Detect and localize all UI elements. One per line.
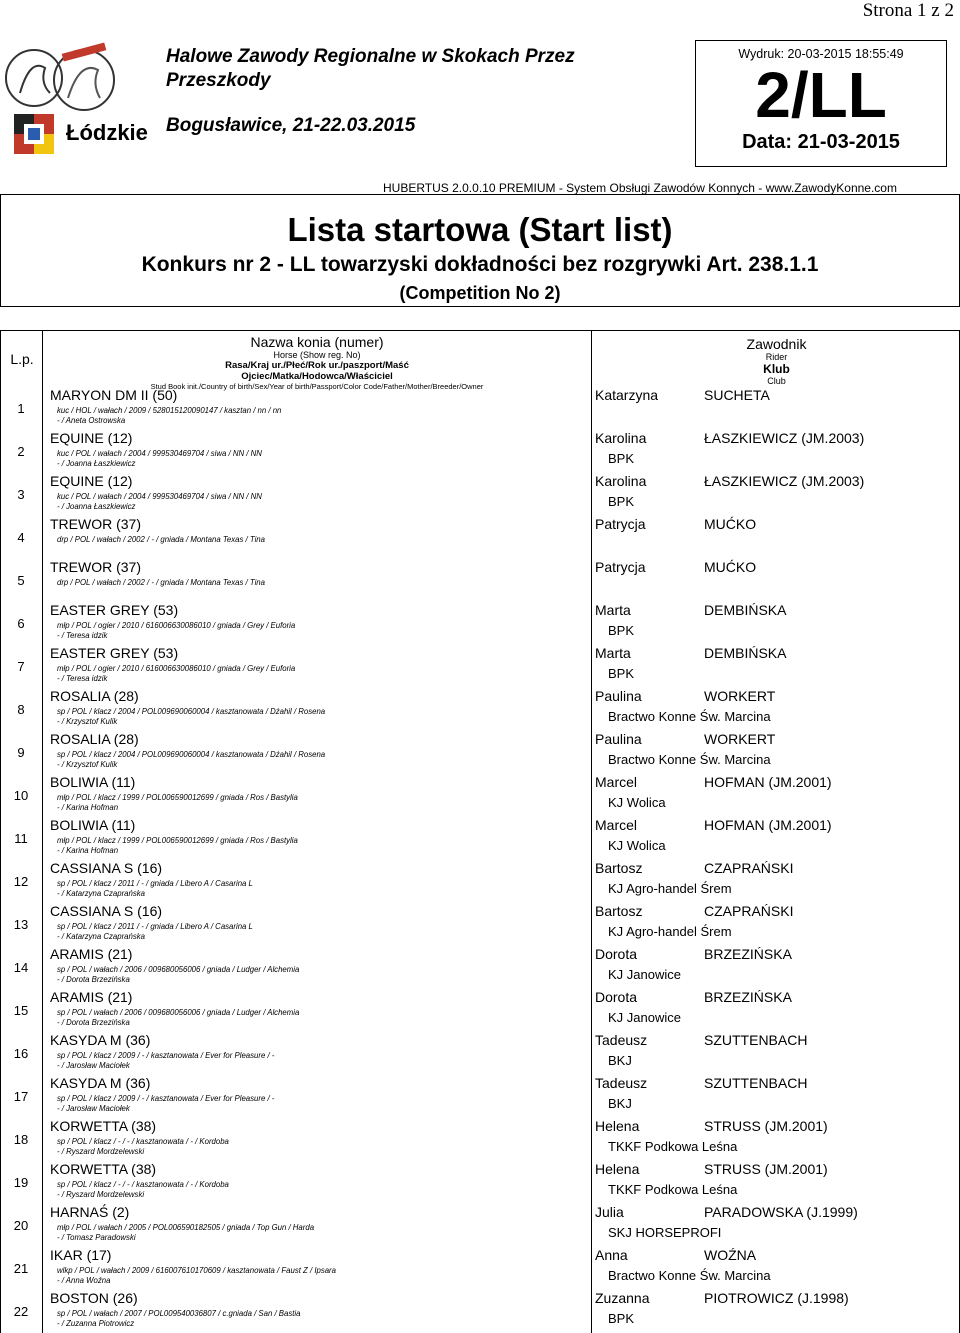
entry-number: 22 (13, 1304, 29, 1319)
horse-name: BOSTON (26) (50, 1290, 138, 1306)
horse-details: sp / POL / klacz / - / - / kasztanowata / - / Kordoba (57, 1137, 229, 1146)
horse-name: ROSALIA (28) (50, 688, 139, 704)
horse-details: sp / POL / klacz / 2011 / - / gniada / Libero A / Casarina L (57, 922, 253, 931)
rider-last-name: CZAPRAŃSKI (704, 903, 794, 919)
federation-logo (0, 38, 150, 118)
rider-last-name: STRUSS (JM.2001) (704, 1118, 828, 1134)
horse-name: CASSIANA S (16) (50, 903, 163, 919)
table-row (0, 860, 960, 903)
horse-owner: - / Joanna Łaszkiewicz (57, 459, 136, 468)
table-row (0, 817, 960, 860)
club-header: Klub (763, 362, 790, 376)
rider-first-name: Patrycja (595, 559, 646, 575)
rider-first-name: Karolina (595, 430, 647, 446)
page-title: Lista startowa (Start list) (287, 211, 673, 248)
entry-number: 17 (13, 1089, 29, 1104)
entry-number: 4 (17, 530, 25, 545)
horse-name: TREWOR (37) (50, 559, 141, 575)
rider-last-name: STRUSS (JM.2001) (704, 1161, 828, 1177)
system-credit: HUBERTUS 2.0.0.10 PREMIUM - System Obsługi Zawodów Konnych - www.ZawodyKonne.com (383, 181, 897, 195)
rider-first-name: Bartosz (595, 903, 643, 919)
horse-owner: - / Jarosław Maciołek (57, 1104, 130, 1113)
competition-date: Data: 21-03-2015 (742, 131, 900, 153)
horse-owner: - / Tomasz Paradowski (57, 1233, 136, 1242)
horse-owner: - / Jarosław Maciołek (57, 1061, 130, 1070)
entry-number: 3 (17, 487, 25, 502)
horse-name: EQUINE (12) (50, 430, 133, 446)
horse-name: BOLIWIA (11) (50, 774, 136, 790)
horse-header (43, 331, 591, 391)
rider-first-name: Marta (595, 602, 631, 618)
rider-last-name: ŁASZKIEWICZ (JM.2003) (704, 473, 865, 489)
rider-last-name: ŁASZKIEWICZ (JM.2003) (704, 430, 865, 446)
club-header-en: Club (767, 376, 786, 386)
rider-last-name: DEMBIŃSKA (704, 645, 787, 661)
rider-club: KJ Wolica (608, 795, 666, 810)
rider-last-name: SZUTTENBACH (704, 1075, 808, 1091)
entry-number: 15 (13, 1003, 29, 1018)
lp-header: L.p. (10, 351, 34, 367)
table-row (0, 387, 960, 430)
horse-owner: - / Katarzyna Czaprańska (57, 889, 145, 898)
horse-name: HARNAŚ (2) (50, 1204, 130, 1220)
horse-owner: - / Dorota Brzezińska (57, 1018, 130, 1027)
rider-first-name: Tadeusz (595, 1075, 648, 1091)
table-row (0, 516, 960, 559)
horse-owner: - / Krzysztof Kulik (57, 760, 118, 769)
entry-number: 5 (17, 573, 25, 588)
horse-owner: - / Aneta Ostrowska (57, 416, 126, 425)
entry-number: 8 (17, 702, 25, 717)
horse-name: EQUINE (12) (50, 473, 133, 489)
rider-first-name: Dorota (595, 946, 638, 962)
entry-number: 20 (13, 1218, 29, 1233)
horse-name: BOLIWIA (11) (50, 817, 136, 833)
horse-details: młp / POL / klacz / 1999 / POL006590012699 / gniada / Ros / Bastylia (57, 793, 298, 802)
horse-name: ARAMIS (21) (50, 989, 133, 1005)
rider-club: KJ Agro-handel Śrem (608, 881, 732, 896)
table-row (0, 1118, 960, 1161)
rider-first-name: Katarzyna (595, 387, 659, 403)
horse-details: sp / POL / klacz / - / - / kasztanowata / - / Kordoba (57, 1180, 229, 1189)
entry-number: 2 (17, 444, 25, 459)
table-row (0, 473, 960, 516)
entry-number: 14 (13, 960, 29, 975)
horse-details: wlkp / POL / wałach / 2009 / 616007610170609 / kasztanowata / Faust Z / Ipsara (57, 1266, 336, 1275)
rider-club: KJ Janowice (608, 967, 681, 982)
entry-number: 6 (17, 616, 25, 631)
horse-owner: - / Ryszard Mordzelewski (57, 1147, 145, 1156)
rider-last-name: BRZEZIŃSKA (704, 946, 792, 962)
horse-details: kuc / POL / wałach / 2004 / 999530469704 / siwa / NN / NN (57, 492, 262, 501)
horse-name: ARAMIS (21) (50, 946, 133, 962)
rider-first-name: Marta (595, 645, 631, 661)
rider-club: TKKF Podkowa Leśna (608, 1139, 738, 1154)
print-info-box (695, 40, 947, 167)
rider-first-name: Helena (595, 1118, 640, 1134)
entry-number: 9 (17, 745, 25, 760)
rider-last-name: DEMBIŃSKA (704, 602, 787, 618)
horse-details: młp / POL / ogier / 2010 / 616006630086010 / gniada / Grey / Euforia (57, 621, 296, 630)
rider-first-name: Helena (595, 1161, 640, 1177)
horse-details: sp / POL / klacz / 2004 / POL009690060004 / kasztanowata / Dżahil / Rosena (57, 750, 326, 759)
horse-name: KASYDA M (36) (50, 1032, 151, 1048)
table-row (0, 602, 960, 645)
table-row (0, 430, 960, 473)
horse-owner: - / Joanna Łaszkiewicz (57, 502, 136, 511)
horse-name: EASTER GREY (53) (50, 645, 179, 661)
rider-club: Bractwo Konne Św. Marcina (608, 752, 771, 767)
horse-details: kuc / HOL / wałach / 2009 / 528015120090147 / kasztan / nn / nn (57, 406, 282, 415)
event-title: Halowe Zawody Regionalne w Skokach Przez Przeszkody (166, 46, 575, 91)
table-row (0, 774, 960, 817)
rider-last-name: WORKERT (704, 688, 776, 704)
horse-owner: - / Dorota Brzezińska (57, 975, 130, 984)
page-number: Strona 1 z 2 (862, 0, 954, 21)
horse-owner: - / Zuzanna Piotrowicz (57, 1319, 135, 1328)
rider-club: BPK (608, 666, 635, 681)
horse-details: drp / POL / wałach / 2002 / - / gniada / Montana Texas / Tina (57, 535, 265, 544)
horse-name: TREWOR (37) (50, 516, 141, 532)
entry-number: 11 (14, 831, 28, 846)
horse-owner: - / Karina Hofman (57, 803, 119, 812)
title-box (0, 194, 960, 307)
horse-details: sp / POL / klacz / 2004 / POL009690060004 / kasztanowata / Dżahil / Rosena (57, 707, 326, 716)
entry-number: 10 (13, 788, 29, 803)
horse-details: sp / POL / wałach / 2006 / 009680056006 / gniada / Ludger / Alchemia (57, 1008, 300, 1017)
table-row (0, 1161, 960, 1204)
horse-name: ROSALIA (28) (50, 731, 139, 747)
horse-details: młp / POL / klacz / 1999 / POL006590012699 / gniada / Ros / Bastylia (57, 836, 298, 845)
horse-header-en: Horse (Show reg. No) (273, 350, 361, 360)
horse-header-info-en: Stud Book init./Country of birth/Sex/Year of birth/Passport/Color Code/Father/Mother/Breeder/Owner (150, 382, 484, 391)
entry-number: 21 (13, 1261, 29, 1276)
table-row (0, 1290, 960, 1333)
rider-last-name: HOFMAN (JM.2001) (704, 817, 832, 833)
event-place-date: Bogusławice, 21-22.03.2015 (166, 115, 416, 136)
horse-name: KASYDA M (36) (50, 1075, 151, 1091)
table-row (0, 1075, 960, 1118)
horse-name: EASTER GREY (53) (50, 602, 179, 618)
organizer-logos (0, 38, 150, 168)
table-row (0, 1032, 960, 1075)
class-code: 2/LL (755, 59, 887, 131)
rider-club: BPK (608, 1311, 635, 1326)
rider-last-name: SUCHETA (704, 387, 770, 403)
rider-club: BPK (608, 494, 635, 509)
rider-club: Bractwo Konne Św. Marcina (608, 709, 771, 724)
rider-first-name: Tadeusz (595, 1032, 648, 1048)
horse-name: KORWETTA (38) (50, 1161, 157, 1177)
horse-details: drp / POL / wałach / 2002 / - / gniada / Montana Texas / Tina (57, 578, 265, 587)
rider-club: BPK (608, 451, 635, 466)
rider-first-name: Karolina (595, 473, 647, 489)
horse-details: młp / POL / wałach / 2005 / POL006590182505 / gniada / Top Gun / Harda (57, 1223, 315, 1232)
rider-last-name: PIOTROWICZ (J.1998) (704, 1290, 849, 1306)
competition-number: (Competition No 2) (399, 283, 561, 303)
table-row (0, 989, 960, 1032)
horse-details: sp / POL / klacz / 2009 / - / kasztanowata / Ever for Pleasure / - (57, 1051, 275, 1060)
rider-club: BPK (608, 623, 635, 638)
horse-header-info: Rasa/Kraj ur./Płeć/Rok ur./paszport/Maść (225, 360, 409, 371)
horse-name: MARYON DM II (50) (50, 387, 178, 403)
entry-number: 1 (17, 401, 25, 416)
lodzkie-emblem (14, 114, 74, 164)
rider-last-name: MUĆKO (704, 559, 757, 575)
competition-name: Konkurs nr 2 - LL towarzyski dokładności bez rozgrywki Art. 238.1.1 (141, 253, 819, 276)
rider-club: BKJ (608, 1096, 632, 1111)
horse-header-title: Nazwa konia (numer) (250, 334, 384, 350)
table-row (0, 946, 960, 989)
rider-first-name: Dorota (595, 989, 638, 1005)
rider-club: SKJ HORSEPROFI (608, 1225, 722, 1240)
rider-club: TKKF Podkowa Leśna (608, 1182, 738, 1197)
rider-first-name: Marcel (595, 817, 638, 833)
rider-header-en: Rider (765, 352, 788, 362)
horse-owner: - / Teresa idzik (57, 674, 108, 683)
table-row (0, 1204, 960, 1247)
rider-club: KJ Janowice (608, 1010, 681, 1025)
table-row (0, 731, 960, 774)
horse-owner: - / Teresa idzik (57, 631, 108, 640)
horse-details: sp / POL / wałach / 2006 / 009680056006 / gniada / Ludger / Alchemia (57, 965, 300, 974)
rider-first-name: Bartosz (595, 860, 643, 876)
table-row (0, 903, 960, 946)
table-row (0, 1247, 960, 1290)
rider-first-name: Anna (595, 1247, 628, 1263)
rider-last-name: HOFMAN (JM.2001) (704, 774, 832, 790)
rider-first-name: Paulina (595, 688, 642, 704)
region-name: Łódzkie (66, 120, 148, 145)
table-row (0, 559, 960, 602)
rider-first-name: Patrycja (595, 516, 646, 532)
rider-last-name: SZUTTENBACH (704, 1032, 808, 1048)
rider-first-name: Julia (595, 1204, 624, 1220)
rider-last-name: WORKERT (704, 731, 776, 747)
rider-last-name: WOŹNA (704, 1247, 757, 1263)
horse-name: KORWETTA (38) (50, 1118, 157, 1134)
rider-last-name: CZAPRAŃSKI (704, 860, 794, 876)
entry-number: 7 (17, 659, 25, 674)
entry-number: 12 (13, 874, 29, 889)
entry-number: 16 (13, 1046, 29, 1061)
horse-details: sp / POL / klacz / 2009 / - / kasztanowata / Ever for Pleasure / - (57, 1094, 275, 1103)
horse-name: CASSIANA S (16) (50, 860, 163, 876)
horse-details: sp / POL / wałach / 2007 / POL009540036807 / c.gniada / San / Bastia (57, 1309, 301, 1318)
entry-number: 18 (13, 1132, 29, 1147)
rider-first-name: Zuzanna (595, 1290, 650, 1306)
horse-owner: - / Krzysztof Kulik (57, 717, 118, 726)
horse-details: sp / POL / klacz / 2011 / - / gniada / Libero A / Casarina L (57, 879, 253, 888)
horse-header-info2: Ojciec/Matka/Hodowca/Właściciel (241, 371, 393, 382)
rider-club: KJ Wolica (608, 838, 666, 853)
rider-last-name: BRZEZIŃSKA (704, 989, 792, 1005)
rider-last-name: PARADOWSKA (J.1999) (704, 1204, 858, 1220)
table-row (0, 645, 960, 688)
horse-owner: - / Katarzyna Czaprańska (57, 932, 145, 941)
rider-header-title: Zawodnik (746, 336, 807, 352)
rider-club: KJ Agro-handel Śrem (608, 924, 732, 939)
rider-first-name: Marcel (595, 774, 638, 790)
rider-last-name: MUĆKO (704, 516, 757, 532)
print-timestamp: Wydruk: 20-03-2015 18:55:49 (738, 47, 904, 61)
rider-club: BKJ (608, 1053, 632, 1068)
rider-club: Bractwo Konne Św. Marcina (608, 1268, 771, 1283)
horse-details: kuc / POL / wałach / 2004 / 999530469704 / siwa / NN / NN (57, 449, 262, 458)
table-row (0, 688, 960, 731)
rider-first-name: Paulina (595, 731, 642, 747)
horse-name: IKAR (17) (50, 1247, 112, 1263)
horse-owner: - / Karina Hofman (57, 846, 119, 855)
horse-owner: - / Anna Woźna (57, 1276, 111, 1285)
horse-owner: - / Ryszard Mordzelewski (57, 1190, 145, 1199)
horse-details: młp / POL / ogier / 2010 / 616006630086010 / gniada / Grey / Euforia (57, 664, 296, 673)
entry-number: 19 (13, 1175, 29, 1190)
entry-number: 13 (13, 917, 29, 932)
